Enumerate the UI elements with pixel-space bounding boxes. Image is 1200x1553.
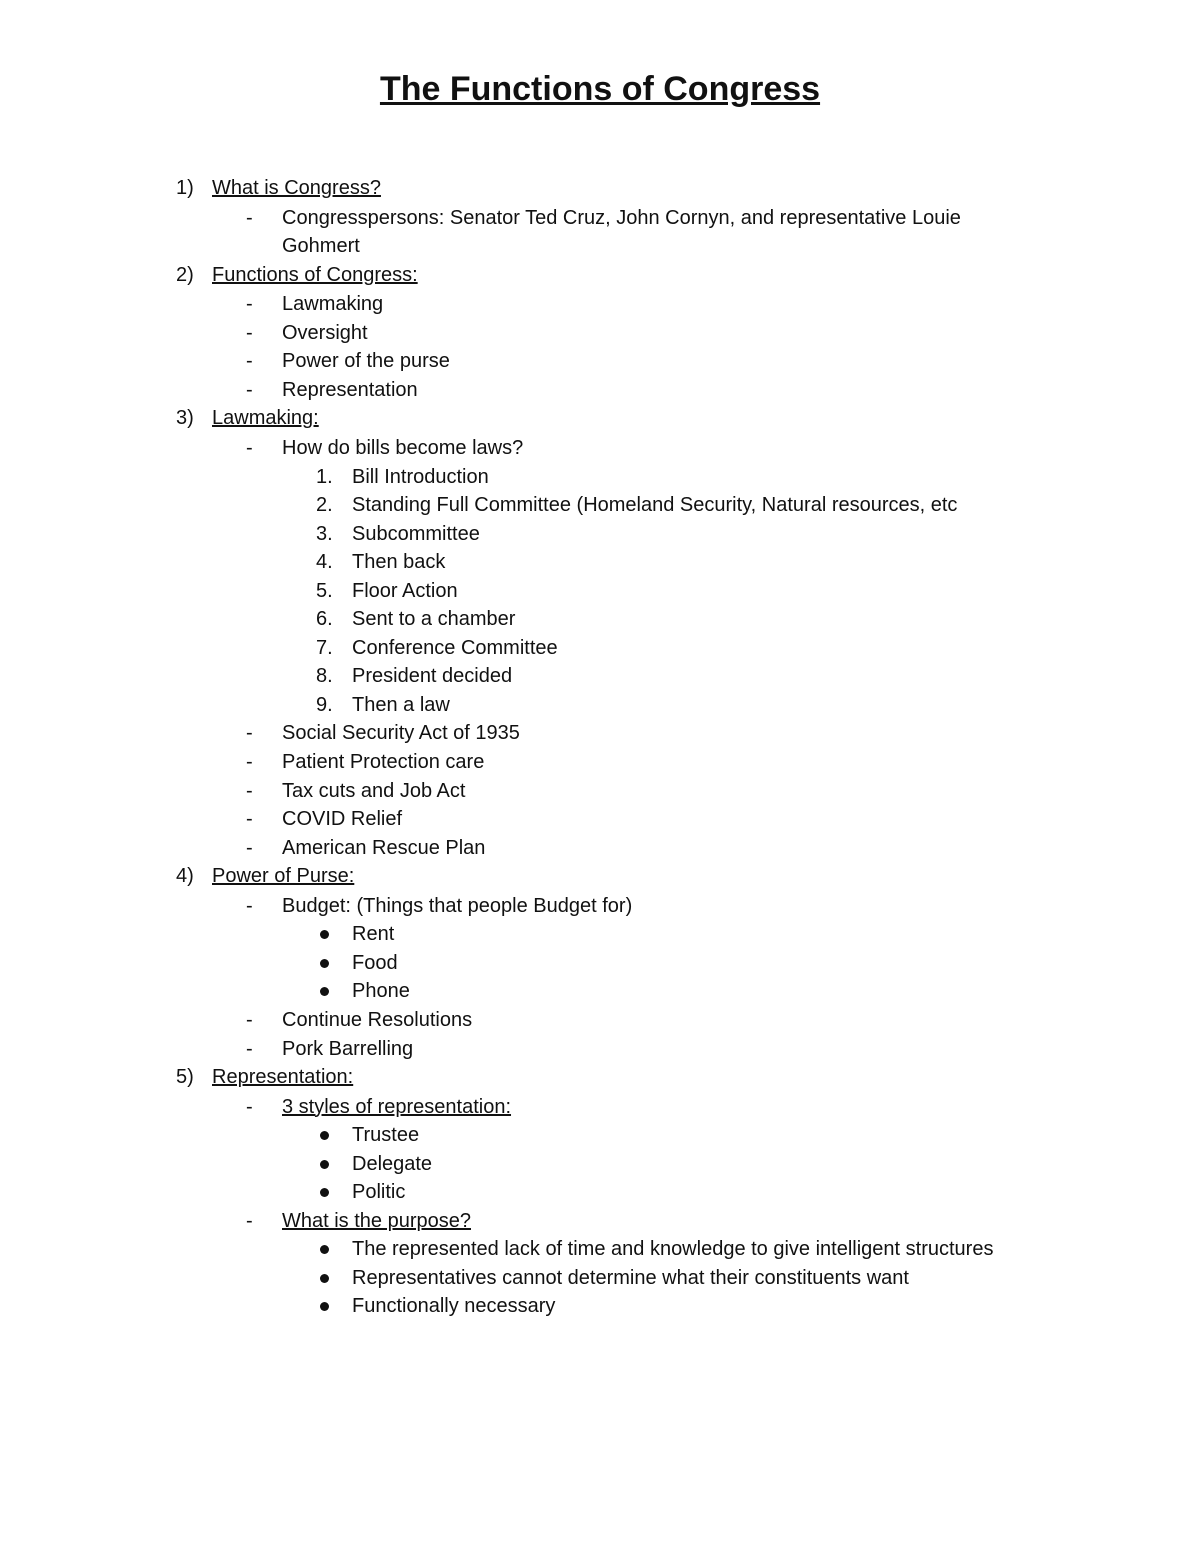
bullet-icon [320, 987, 329, 996]
bullet-icon [320, 930, 329, 939]
number-marker: 8. [316, 665, 333, 688]
dash-marker: - [246, 293, 253, 316]
list-item-text: COVID Relief [282, 808, 403, 831]
dash-marker: - [246, 722, 253, 745]
list-item-text: 3 styles of representation: [282, 1095, 512, 1118]
sub-item-text: Floor Action [352, 579, 458, 602]
dash-marker: - [246, 808, 253, 831]
sub-item-text: Rent [352, 923, 395, 946]
number-marker: 5. [316, 579, 333, 602]
number-marker: 9. [316, 693, 333, 716]
sub-item-text: Bill Introduction [352, 465, 489, 488]
section-heading: What is Congress? [212, 177, 381, 199]
list-item-text: American Rescue Plan [282, 836, 486, 859]
sub-item-text: Then back [352, 551, 446, 574]
sub-item-text: Representatives cannot determine what their constituents want [352, 1266, 909, 1289]
sub-item-text: President decided [352, 665, 513, 688]
number-marker: 7. [316, 636, 333, 659]
sub-item-text: Conference Committee [352, 636, 558, 659]
dash-marker: - [246, 1095, 253, 1118]
bullet-icon [320, 1160, 329, 1169]
list-item-text: Lawmaking [282, 293, 384, 316]
sub-item-text: The represented lack of time and knowledge to give intelligent structures [352, 1238, 994, 1261]
list-item-text: Oversight [282, 321, 368, 344]
dash-marker: - [246, 350, 253, 373]
sub-item-text: Politic [352, 1181, 406, 1204]
section-number: 4) [176, 865, 194, 888]
section-number: 2) [176, 263, 194, 286]
dash-marker: - [246, 436, 253, 459]
list-item-text: Pork Barrelling [282, 1037, 414, 1060]
sub-item-text: Then a law [352, 693, 450, 716]
bullet-icon [320, 1302, 329, 1311]
dash-marker: - [246, 1008, 253, 1031]
dash-marker: - [246, 378, 253, 401]
sub-item-text: Food [352, 951, 398, 974]
number-marker: 3. [316, 522, 333, 545]
bullet-icon [320, 1131, 329, 1140]
section-heading: Power of Purse: [212, 865, 355, 888]
list-item-text: Power of the purse [282, 350, 450, 373]
list-item-text: Continue Resolutions [282, 1008, 473, 1031]
bullet-icon [320, 1274, 329, 1283]
document-title: The Functions of Congress [379, 70, 821, 108]
section-heading: Representation: [212, 1066, 354, 1089]
sub-item-text: Sent to a chamber [352, 608, 516, 631]
list-item-text: Congresspersons: Senator Ted Cruz, John Cornyn, and representative Louie [282, 206, 961, 229]
bullet-icon [320, 1188, 329, 1197]
dash-marker: - [246, 779, 253, 802]
list-item-text: Patient Protection care [282, 751, 485, 773]
number-marker: 4. [316, 551, 333, 574]
dash-marker: - [246, 894, 253, 917]
dash-marker: - [246, 751, 253, 773]
list-item-text: Gohmert [282, 235, 360, 258]
list-item-text: Budget: (Things that people Budget for) [282, 894, 633, 917]
bullet-icon [320, 959, 329, 968]
dash-marker: - [246, 836, 253, 859]
dash-marker: - [246, 1037, 253, 1060]
list-item-text: Representation [282, 378, 418, 401]
bullet-icon [320, 1245, 329, 1254]
dash-marker: - [246, 206, 253, 229]
number-marker: 2. [316, 494, 333, 517]
list-item-text: Social Security Act of 1935 [282, 722, 520, 745]
list-item-text: How do bills become laws? [282, 436, 524, 459]
dash-marker: - [246, 321, 253, 344]
section-number: 1) [176, 177, 194, 199]
dash-marker: - [246, 1209, 253, 1232]
list-item-text: Tax cuts and Job Act [282, 779, 466, 802]
number-marker: 6. [316, 608, 333, 631]
section-number: 5) [176, 1066, 194, 1089]
sub-item-text: Trustee [352, 1124, 420, 1147]
list-item-text: What is the purpose? [282, 1209, 471, 1232]
section-number: 3) [176, 407, 194, 430]
sub-item-text: Phone [352, 980, 410, 1003]
sub-item-text: Functionally necessary [352, 1295, 556, 1318]
number-marker: 1. [316, 465, 333, 488]
section-heading: Functions of Congress: [212, 263, 418, 286]
sub-item-text: Delegate [352, 1152, 433, 1175]
sub-item-text: Standing Full Committee (Homeland Security, Natural resources, etc [352, 494, 958, 517]
section-heading: Lawmaking: [212, 407, 319, 430]
sub-item-text: Subcommittee [352, 522, 480, 545]
